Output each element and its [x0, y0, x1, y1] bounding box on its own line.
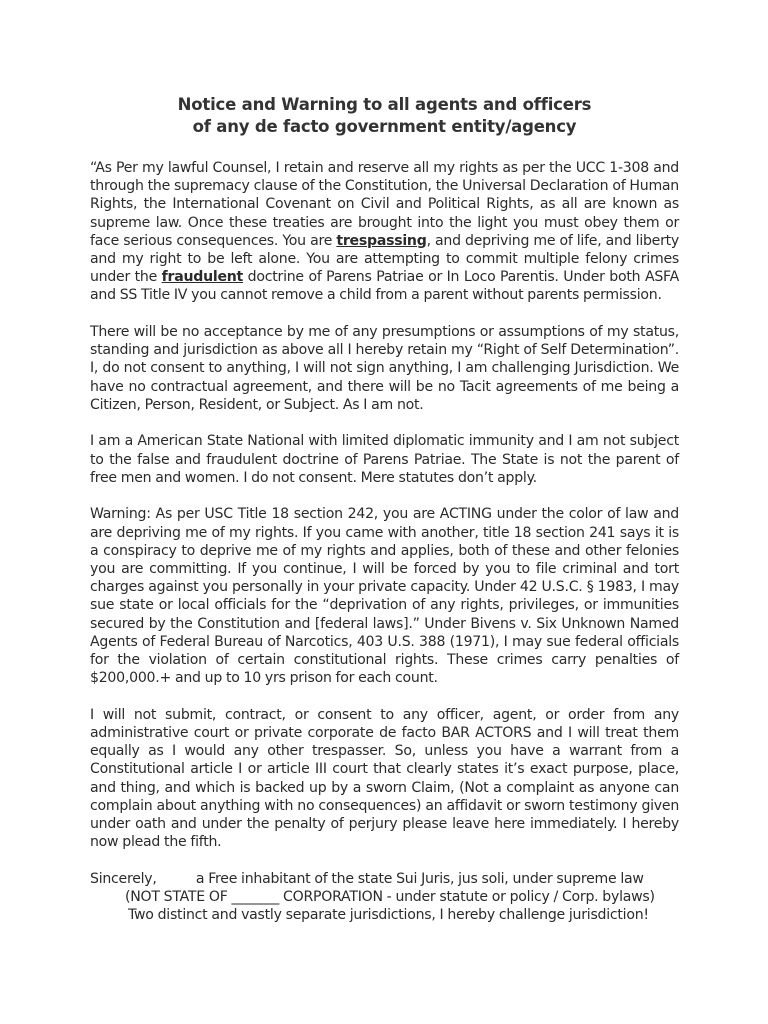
paragraph-non-consent: I will not submit, contract, or consent to any officer, agent, or order from any administrative court or private corporate de facto BAR ACTORS and I will treat them equally as I would any other trespasser. So, unless you have a warrant from a Constitutional article I or article III court that clearly states it’s exact purpose, place, and thing, and which is backed up by a sworn Claim, (Not a complaint as anyone can complain about anything with no consequences) an affidavit or sworn testimony given under oath and under the penalty of perjury please leave here immediately. I hereby now plead the fifth.: [90, 706, 679, 851]
p1-text-c: , and depriving me of life, and liberty and my right to be left alone. You are attempting to commit multiple felony crimes under the: [90, 232, 680, 286]
paragraph-state-national: I am a American State National with limited diplomatic immunity and I am not subject to the false and fraudulent doctrine of Parens Patriae. The State is not the parent of free men and women. I do not consent. Mere statutes don’t apply.: [90, 433, 679, 486]
paragraph-warning: Warning: As per USC Title 18 section 242, you are ACTING under the color of law and are depriving me of my rights. If you came with another, title 18 section 241 says it is a conspiracy to deprive me of my rights and applies, both of these and other felonies you are committing. If you continue, I will be forced by you to file criminal and tort charges against you personally in your private capacity. Under 42 U.S.C. § 1983, I may sue state or local officials for the “deprivation of any rights, privileges, or immunities secured by the Constitution and [federal laws].” Under Bivens v. Six Unknown Named Agents of Federal Bureau of Narcotics, 403 U.S. 388 (1971), I may sue federal officials for the violation of certain constitutional rights. These crimes carry penalties of $200,000.+ and up to 10 yrs prison for each count.: [90, 506, 679, 687]
closing-signature-block: [90, 870, 679, 925]
title-line-1: Notice and Warning to all agents and officers: [177, 95, 592, 114]
emphasis-fraudulent: fraudulent: [161, 269, 244, 286]
document-page: [90, 94, 679, 924]
closing-line-1: Sincerely, a Free inhabitant of the state Sui Juris, jus soli, under supreme law: [90, 870, 644, 887]
closing-line-2: (NOT STATE OF _______ CORPORATION - under statute or policy / Corp. bylaws): [125, 889, 655, 906]
closing-line-3: Two distinct and vastly separate jurisdictions, I hereby challenge jurisdiction!: [128, 907, 649, 924]
title-line-2: of any de facto government entity/agency: [192, 117, 577, 136]
p1-text-e: doctrine of Parens Patriae or In Loco Parentis. Under both ASFA and SS Title IV you cannot remove a child from a parent without parents permission.: [90, 269, 679, 304]
document-title: [90, 94, 679, 138]
paragraph-no-acceptance: There will be no acceptance by me of any presumptions or assumptions of my status, standing and jurisdiction as above all I hereby retain my “Right of Self Determination”. I, do not consent to anything, I will not sign anything, I am challenging Jurisdiction. We have no contractual agreement, and there will be no Tacit agreements of me being a Citizen, Person, Resident, or Subject. As I am not.: [90, 324, 679, 413]
p1-text-a: “As Per my lawful Counsel, I retain and reserve all my rights as per the UCC 1-308 and through the supremacy clause of the Constitution, the Universal Declaration of Human Rights, the International Covenant on Civil and Political Rights, as all are known as supreme law. Once these treaties are brought into the light you must obey them or face serious consequences. You are: [90, 160, 679, 249]
emphasis-trespassing: trespassing: [336, 232, 427, 249]
paragraph-rights-reservation: [90, 159, 679, 305]
